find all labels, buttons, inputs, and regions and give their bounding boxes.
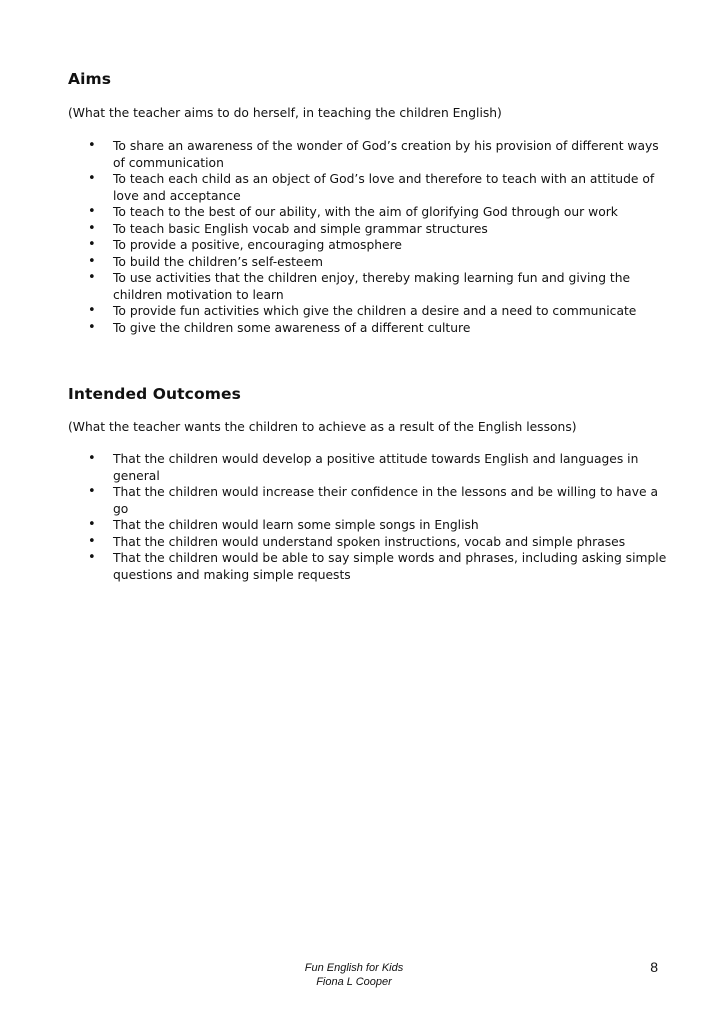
aims-list bbox=[88, 138, 673, 336]
list-item: • To use activities that the children enjoy, thereby making learning fun and giving the children motivation to learn bbox=[88, 270, 673, 303]
list-item: • To teach basic English vocab and simple grammar structures bbox=[88, 221, 673, 238]
list-item: • That the children would be able to say simple words and phrases, including asking simple questions and making simple requests bbox=[88, 550, 673, 583]
page-number: 8 bbox=[650, 959, 658, 975]
list-item: • That the children would understand spoken instructions, vocab and simple phrases bbox=[88, 534, 673, 551]
list-item: • To give the children some awareness of a different culture bbox=[88, 320, 673, 337]
section-subtitle-aims: (What the teacher aims to do herself, in teaching the children English) bbox=[68, 106, 502, 120]
footer-title: Fun English for Kids bbox=[304, 962, 404, 974]
footer bbox=[240, 961, 468, 989]
list-item: • That the children would increase their confidence in the lessons and be willing to have a go bbox=[88, 484, 673, 517]
list-item: • To teach to the best of our ability, with the aim of glorifying God through our work bbox=[88, 204, 673, 221]
list-item: • To provide fun activities which give the children a desire and a need to communicate bbox=[88, 303, 673, 320]
outcomes-list bbox=[88, 451, 673, 583]
list-item: • To share an awareness of the wonder of God’s creation by his provision of different ways of communication bbox=[88, 138, 673, 171]
section-heading-aims: Aims bbox=[68, 70, 112, 88]
list-item: • To provide a positive, encouraging atmosphere bbox=[88, 237, 673, 254]
list-item: • To build the children’s self-esteem bbox=[88, 254, 673, 271]
list-item: • That the children would learn some simple songs in English bbox=[88, 517, 673, 534]
list-item: • To teach each child as an object of God’s love and therefore to teach with an attitude of love and acceptance bbox=[88, 171, 673, 204]
section-heading-intended-outcomes: Intended Outcomes bbox=[68, 385, 241, 403]
list-item: • That the children would develop a positive attitude towards English and languages in general bbox=[88, 451, 673, 484]
section-subtitle-intended-outcomes: (What the teacher wants the children to achieve as a result of the English lessons) bbox=[68, 420, 577, 434]
footer-author: Fiona L Cooper bbox=[316, 976, 392, 988]
